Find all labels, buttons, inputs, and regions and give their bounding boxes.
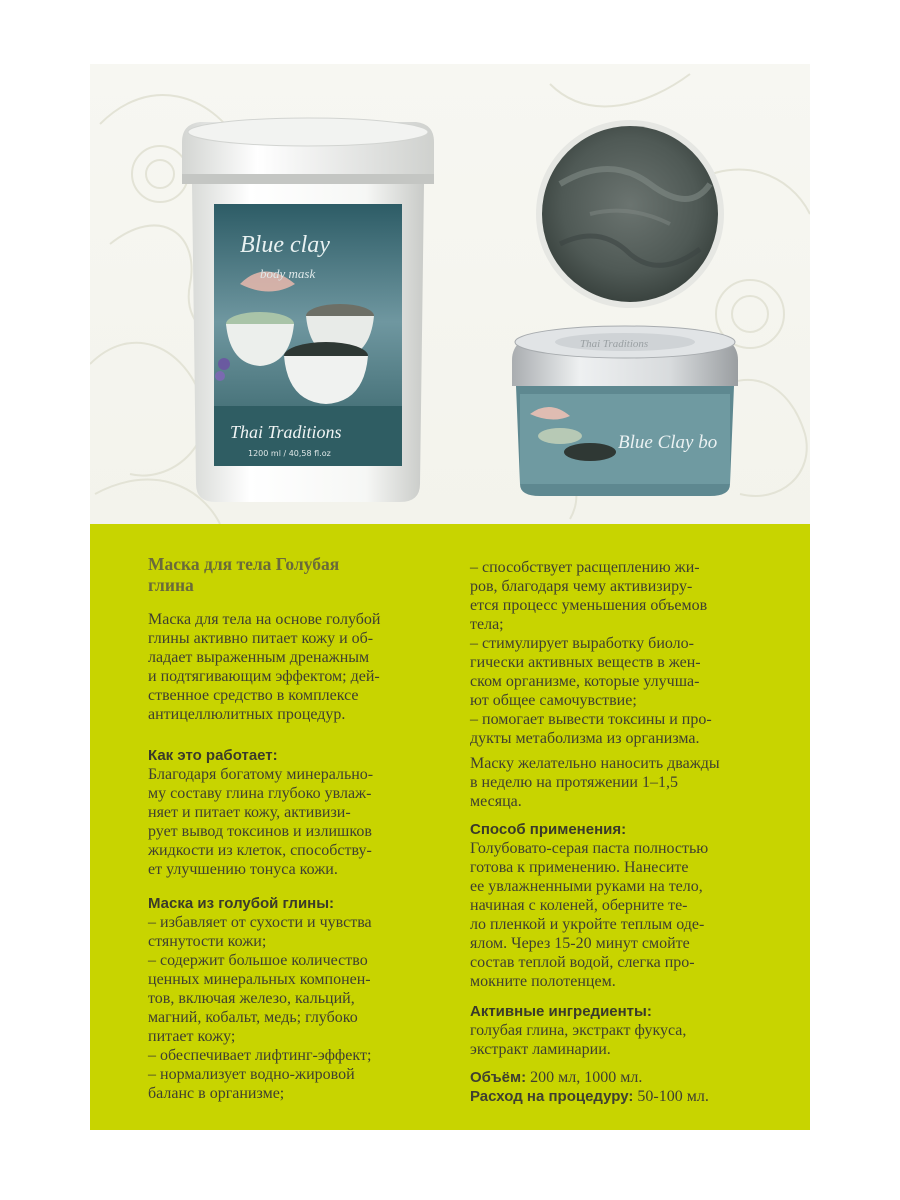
how-line: ет улучшению тонуса кожи. bbox=[148, 861, 338, 878]
benefit-line: ют общее самочувствие; bbox=[470, 692, 637, 709]
frequency-paragraph bbox=[470, 754, 770, 811]
benefits-continued bbox=[470, 558, 770, 748]
consumption-row bbox=[470, 1087, 770, 1106]
benefit-line: питает кожу; bbox=[148, 1028, 236, 1045]
frequency-line: в неделю на протяжении 1–1,5 bbox=[470, 774, 678, 791]
product-illustration bbox=[90, 64, 810, 524]
product-title bbox=[148, 554, 426, 596]
intro-line: антицеллюлитных процедур. bbox=[148, 706, 346, 723]
how-line: жидкости из клеток, способству- bbox=[148, 842, 372, 859]
how-heading: Как это работает: bbox=[148, 747, 278, 764]
benefit-line: тов, включая железо, кальций, bbox=[148, 990, 355, 1007]
usage-line: состав теплой водой, слегка про- bbox=[470, 954, 695, 971]
how-line: рует вывод токсинов и излишков bbox=[148, 823, 372, 840]
benefits-heading: Маска из голубой глины: bbox=[148, 895, 335, 912]
how-it-works bbox=[148, 746, 428, 879]
benefit-line: гически активных веществ в жен- bbox=[470, 654, 701, 671]
large-jar bbox=[182, 118, 434, 502]
clay-texture-closeup bbox=[536, 120, 724, 308]
benefit-line: – помогает вывести токсины и про- bbox=[470, 711, 712, 728]
benefit-line: ров, благодаря чему активизиру- bbox=[470, 578, 693, 595]
benefit-line: тела; bbox=[470, 616, 504, 633]
consumption-label: Расход на процедуру: bbox=[470, 1088, 634, 1105]
intro-line: ственное средство в комплексе bbox=[148, 687, 359, 704]
benefit-line: баланс в организме; bbox=[148, 1085, 285, 1102]
usage-line: готова к применению. Нанесите bbox=[470, 859, 689, 876]
small-jar bbox=[512, 326, 738, 496]
benefit-line: магний, кобальт, медь; глубоко bbox=[148, 1009, 358, 1026]
benefit-line: ется процесс уменьшения объемов bbox=[470, 597, 708, 614]
usage-line: ло пленкой и укройте теплым оде- bbox=[470, 916, 705, 933]
usage-line: ее увлажненными руками на тело, bbox=[470, 878, 703, 895]
specs-section bbox=[470, 1068, 770, 1106]
usage-line: ялом. Через 15-20 минут смойте bbox=[470, 935, 690, 952]
ingredients-line: голубая глина, экстракт фукуса, bbox=[470, 1022, 687, 1039]
intro-line: ладает выраженным дренажным bbox=[148, 649, 370, 666]
volume-row bbox=[470, 1068, 770, 1087]
jar-label-volume: 1200 ml / 40,58 fl.oz bbox=[248, 449, 331, 458]
ingredients-line: экстракт ламинарии. bbox=[470, 1041, 611, 1058]
benefit-line: – стимулирует выработку биоло- bbox=[470, 635, 694, 652]
frequency-line: месяца. bbox=[470, 793, 522, 810]
usage-heading: Способ применения: bbox=[470, 821, 627, 838]
intro-line: глины активно питает кожу и об- bbox=[148, 630, 374, 647]
benefit-line: дукты метаболизма из организма. bbox=[470, 730, 700, 747]
intro-paragraph bbox=[148, 610, 428, 724]
intro-line: Маска для тела на основе голубой bbox=[148, 611, 381, 628]
ingredients-heading: Активные ингредиенты: bbox=[470, 1003, 652, 1020]
title-line: Маска для тела Голубая bbox=[148, 554, 340, 574]
benefit-line: – содержит большое количество bbox=[148, 952, 368, 969]
how-line: няет и питает кожу, активизи- bbox=[148, 804, 351, 821]
description-section bbox=[90, 524, 810, 1130]
consumption-value: 50-100 мл. bbox=[633, 1088, 709, 1105]
benefit-line: – нормализует водно-жировой bbox=[148, 1066, 355, 1083]
intro-line: и подтягивающим эффектом; дей- bbox=[148, 668, 380, 685]
jar-label-title: Blue clay bbox=[240, 232, 330, 258]
usage-line: Голубовато-серая паста полностью bbox=[470, 840, 709, 857]
jar-label-brand: Thai Traditions bbox=[230, 422, 342, 442]
volume-label: Объём: bbox=[470, 1069, 527, 1086]
benefit-line: – обеспечивает лифтинг-эффект; bbox=[148, 1047, 372, 1064]
title-line: глина bbox=[148, 575, 194, 595]
ingredients-section bbox=[470, 1002, 770, 1059]
benefit-line: ценных минеральных компонен- bbox=[148, 971, 371, 988]
how-line: Благодаря богатому минерально- bbox=[148, 766, 374, 783]
benefit-line: – способствует расщеплению жи- bbox=[470, 559, 700, 576]
benefit-line: – избавляет от сухости и чувства bbox=[148, 914, 372, 931]
usage-line: мокните полотенцем. bbox=[470, 973, 616, 990]
product-photo bbox=[90, 64, 810, 524]
benefit-line: стянутости кожи; bbox=[148, 933, 267, 950]
jar-label-subtitle: body mask bbox=[260, 266, 316, 281]
usage-section bbox=[470, 820, 770, 991]
brochure-page bbox=[90, 64, 810, 1130]
how-line: му составу глина глубоко увлаж- bbox=[148, 785, 372, 802]
volume-value: 200 мл, 1000 мл. bbox=[526, 1069, 643, 1086]
small-jar-title: Blue Clay bo bbox=[618, 432, 718, 453]
benefit-line: ском организме, которые улучша- bbox=[470, 673, 700, 690]
usage-line: начиная с коленей, оберните те- bbox=[470, 897, 688, 914]
small-jar-brand: Thai Traditions bbox=[580, 338, 649, 350]
frequency-line: Маску желательно наносить дважды bbox=[470, 755, 720, 772]
benefits-list bbox=[148, 894, 428, 1103]
